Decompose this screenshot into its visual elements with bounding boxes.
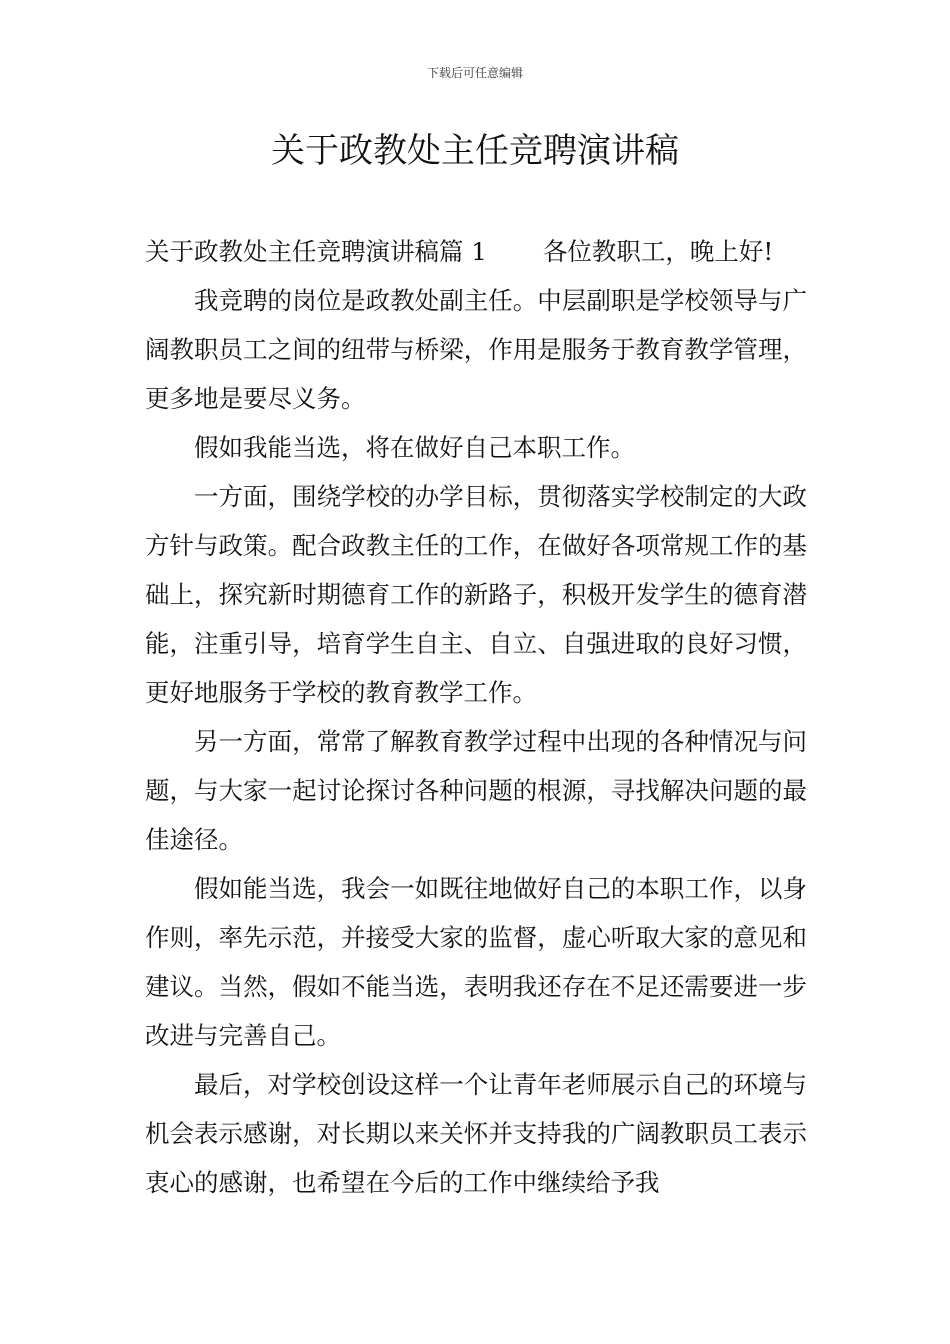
paragraph: 我竞聘的岗位是政教处副主任。中层副职是学校领导与广阔教职员工之间的纽带与桥梁，作用是服务于教育教学管理，更多地是要尽义务。 (145, 286, 807, 413)
document-body (145, 227, 807, 1207)
intro-line (145, 227, 807, 276)
intro-subtitle: 关于政教处主任竞聘演讲稿篇 1 (145, 237, 487, 266)
intro-greeting: 各位教职工，晚上好! (542, 237, 774, 266)
header-note: 下载后可任意编辑 (426, 66, 523, 80)
paragraph: 最后，对学校创设这样一个让青年老师展示自己的环境与机会表示感谢，对长期以来关怀并支持我的广阔教职员工表示衷心的感谢，也希望在今后的工作中继续给予我 (145, 1070, 807, 1197)
paragraph: 假如能当选，我会一如既往地做好自己的本职工作，以身作则，率先示范，并接受大家的监督，虚心听取大家的意见和建议。当然，假如不能当选，表明我还存在不足还需要进一步改进与完善自己。 (145, 874, 807, 1050)
document-title: 关于政教处主任竞聘演讲稿 (271, 131, 679, 171)
paragraph: 假如我能当选，将在做好自己本职工作。 (194, 433, 635, 462)
paragraph: 另一方面，常常了解教育教学过程中出现的各种情况与问题，与大家一起讨论探讨各种问题的根源，寻找解决问题的最佳途径。 (145, 727, 807, 854)
paragraph: 一方面，围绕学校的办学目标，贯彻落实学校制定的大政方针与政策。配合政教主任的工作，在做好各项常规工作的基础上，探究新时期德育工作的新路子，积极开发学生的德育潜能，注重引导，培育学生自主、自立、自强进取的良好习惯，更好地服务于学校的教育教学工作。 (145, 482, 807, 707)
